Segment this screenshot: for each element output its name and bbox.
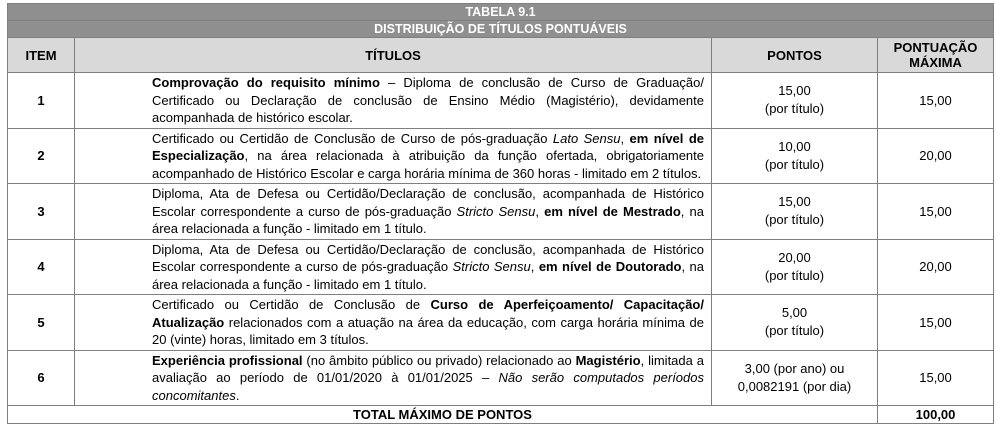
row-item: 5 <box>8 295 75 351</box>
titulo-bold: Magistério <box>575 352 641 368</box>
row-max: 20,00 <box>878 239 994 295</box>
titulo-text: , na área relacionada a função - limitado em 1 título. <box>152 259 704 292</box>
row-pontos <box>712 73 878 129</box>
row-max: 15,00 <box>878 350 994 406</box>
titulo-italic: Stricto Sensu <box>456 203 536 219</box>
table-caption: TABELA 9.1 <box>8 4 994 21</box>
row-titulo <box>75 350 712 406</box>
row-item: 1 <box>8 73 75 129</box>
titulo-text: – Diploma de conclusão de Curso de Graduação/ Certificado ou Declaração de conclusão de Ensino Médio (Magistério), devidamente acompanhada de histórico escolar. <box>152 75 705 125</box>
titulo-bold: Curso de Aperfeiçoamento/ Capacitação/ Atualização <box>152 297 704 330</box>
titulo-text: . <box>235 387 240 403</box>
pontos-unit: (por título) <box>764 101 825 117</box>
pontos-value: 10,00 <box>778 138 811 154</box>
header-max-line2: MÁXIMA <box>909 55 962 70</box>
header-pontuacao-maxima <box>878 38 994 73</box>
row-titulo <box>75 73 712 129</box>
titulo-text: , na área relacionada a função - limitado em 1 título. <box>152 203 704 236</box>
header-item: ITEM <box>8 38 75 73</box>
titulo-text: , <box>535 203 545 219</box>
row-item: 3 <box>8 184 75 240</box>
table-row <box>8 128 994 184</box>
header-pontos: PONTOS <box>712 38 878 73</box>
pontos-value: 20,00 <box>778 249 811 265</box>
titulo-text: (no âmbito público ou privado) relacionado ao <box>302 352 576 368</box>
pontos-unit: (por título) <box>764 156 825 172</box>
table-row <box>8 239 994 295</box>
table-row <box>8 73 994 129</box>
titulo-italic: Não serão computados períodos concomitantes <box>152 370 704 403</box>
titulo-text: , <box>620 130 630 146</box>
pontos-value: 5,00 <box>781 305 808 321</box>
row-pontos <box>712 295 878 351</box>
titulo-italic: Stricto Sensu <box>452 259 531 274</box>
row-pontos <box>712 350 878 406</box>
titulo-text: Certificado ou Certidão de Conclusão de <box>152 297 431 312</box>
pontos-unit: (por título) <box>764 267 825 283</box>
titulo-bold: em nível de Doutorado <box>538 259 682 274</box>
titulo-text: Diploma, Ata de Defesa ou Certidão/Declaração de conclusão, acompanhada de Histórico Escolar correspondente a curso de pós-graduação <box>152 241 704 274</box>
pontos-unit: 0,0082191 (por dia) <box>737 378 852 394</box>
titulo-text: Diploma, Ata de Defesa ou Certidão/Declaração de conclusão, acompanhada de Histórico Escolar correspondente a curso de pós-graduação <box>152 186 704 219</box>
header-titulos: TÍTULOS <box>75 38 712 73</box>
total-label: TOTAL MÁXIMO DE PONTOS <box>8 406 878 424</box>
titulo-text: , <box>530 259 539 274</box>
row-item: 2 <box>8 128 75 184</box>
titulo-text: , na área relacionada à atribuição da função ofertada, obrigatoriamente acompanhado de Histórico Escolar e carga horária mínima de 360 horas - limitado em 2 títulos. <box>152 148 704 181</box>
titulo-bold: Comprovação do requisito mínimo <box>152 75 380 90</box>
total-value: 100,00 <box>878 406 994 424</box>
row-pontos <box>712 184 878 240</box>
table-row <box>8 350 994 406</box>
row-pontos <box>712 128 878 184</box>
titulo-text: relacionados com a atuação na área da educação, com carga horária mínima de 20 (vinte) horas, limitado em 3 títulos. <box>152 314 704 347</box>
titulo-text: , limitada a avaliação ao período de 01/01/2020 à 01/01/2025 – <box>152 352 704 385</box>
pontos-value: 3,00 (por ano) ou <box>744 360 845 376</box>
pontos-value: 15,00 <box>778 194 811 210</box>
row-max: 15,00 <box>878 73 994 129</box>
row-max: 20,00 <box>878 128 994 184</box>
titulo-text: Certificado ou Certidão de Conclusão de Curso de pós-graduação <box>152 130 553 146</box>
row-titulo <box>75 184 712 240</box>
row-max: 15,00 <box>878 295 994 351</box>
titulos-table <box>7 3 994 424</box>
pontos-unit: (por título) <box>764 212 825 228</box>
titulo-bold: Experiência profissional <box>152 352 303 368</box>
table-row <box>8 184 994 240</box>
row-pontos <box>712 239 878 295</box>
row-titulo <box>75 239 712 295</box>
row-titulo <box>75 295 712 351</box>
titulo-bold: em nível de Especialização <box>152 130 705 163</box>
pontos-unit: (por título) <box>764 323 825 339</box>
row-item: 4 <box>8 239 75 295</box>
table-subtitle: DISTRIBUIÇÃO DE TÍTULOS PONTUÁVEIS <box>8 21 994 38</box>
row-item: 6 <box>8 350 75 406</box>
titulo-bold: em nível de Mestrado <box>544 203 681 219</box>
table-row <box>8 295 994 351</box>
pontos-value: 15,00 <box>778 83 811 99</box>
row-max: 15,00 <box>878 184 994 240</box>
titulo-italic: Lato Sensu <box>552 130 621 146</box>
header-max-line1: PONTUAÇÃO <box>893 40 978 55</box>
total-row <box>8 406 994 424</box>
row-titulo <box>75 128 712 184</box>
